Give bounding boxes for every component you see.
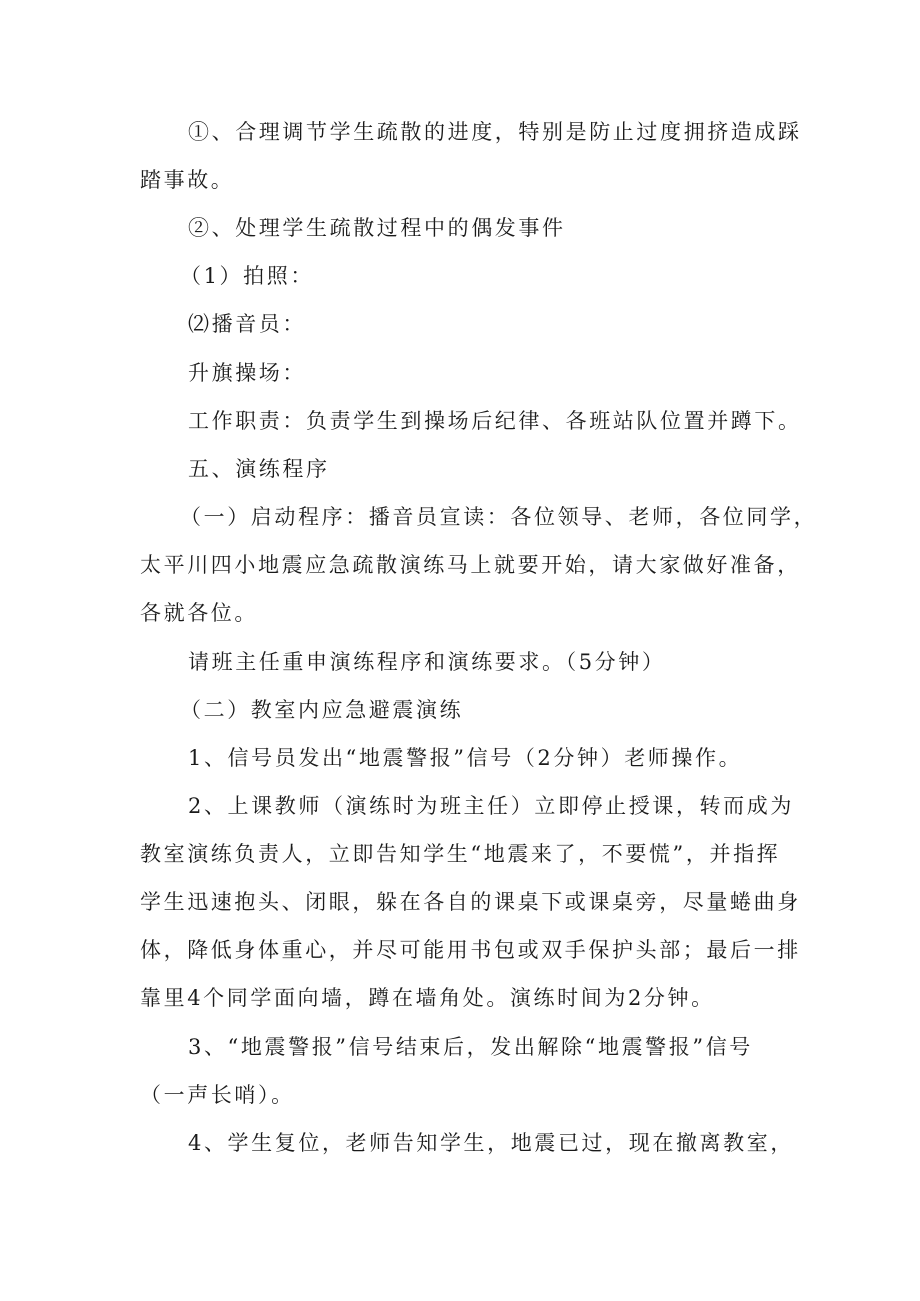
paragraph-line-7: 工作职责：负责学生到操场后纪律、各班站队位置并蹲下。 <box>188 409 802 433</box>
paragraph-line-10: 太平川四小地震应急疏散演练马上就要开始，请大家做好准备， <box>140 553 801 577</box>
paragraph-line-18: 体，降低身体重心，并尽可能用书包或双手保护头部；最后一排 <box>140 938 801 962</box>
paragraph-line-12: 请班主任重申演练程序和演练要求。（5分钟） <box>188 650 666 674</box>
paragraph-line-19: 靠里4个同学面向墙，蹲在墙角处。演练时间为2分钟。 <box>140 986 715 1010</box>
paragraph-line-21: （一声长哨）。 <box>140 1083 295 1107</box>
paragraph-line-13: （二）教室内应急避震演练 <box>180 698 464 722</box>
paragraph-line-22: 4、学生复位，老师告知学生，地震已过，现在撤离教室， <box>188 1131 794 1155</box>
paragraph-line-16: 教室演练负责人，立即告知学生“地震来了，不要慌”，并指挥 <box>140 842 781 866</box>
paragraph-line-1: ①、合理调节学生疏散的进度，特别是防止过度拥挤造成踩 <box>188 120 802 144</box>
paragraph-line-5: ⑵播音员： <box>188 312 306 336</box>
section-heading-drill-procedure: 五、演练程序 <box>188 457 330 481</box>
paragraph-line-15: 2、上课教师（演练时为班主任）立即停止授课，转而成为 <box>188 794 794 818</box>
paragraph-line-6: 升旗操场： <box>188 361 306 385</box>
paragraph-line-2: 踏事故。 <box>140 168 235 192</box>
paragraph-line-17: 学生迅速抱头、闭眼，躲在各自的课桌下或课桌旁，尽量蜷曲身 <box>140 890 801 914</box>
paragraph-line-3: ②、处理学生疏散过程中的偶发事件 <box>188 216 566 240</box>
paragraph-line-9: （一）启动程序：播音员宣读：各位领导、老师，各位同学， <box>180 505 818 529</box>
paragraph-line-14: 1、信号员发出“地震警报”信号（2分钟）老师操作。 <box>188 746 743 770</box>
paragraph-line-4: （1）拍照： <box>180 264 314 288</box>
paragraph-line-20: 3、“地震警报”信号结束后，发出解除“地震警报”信号 <box>188 1035 753 1059</box>
paragraph-line-11: 各就各位。 <box>140 601 258 625</box>
